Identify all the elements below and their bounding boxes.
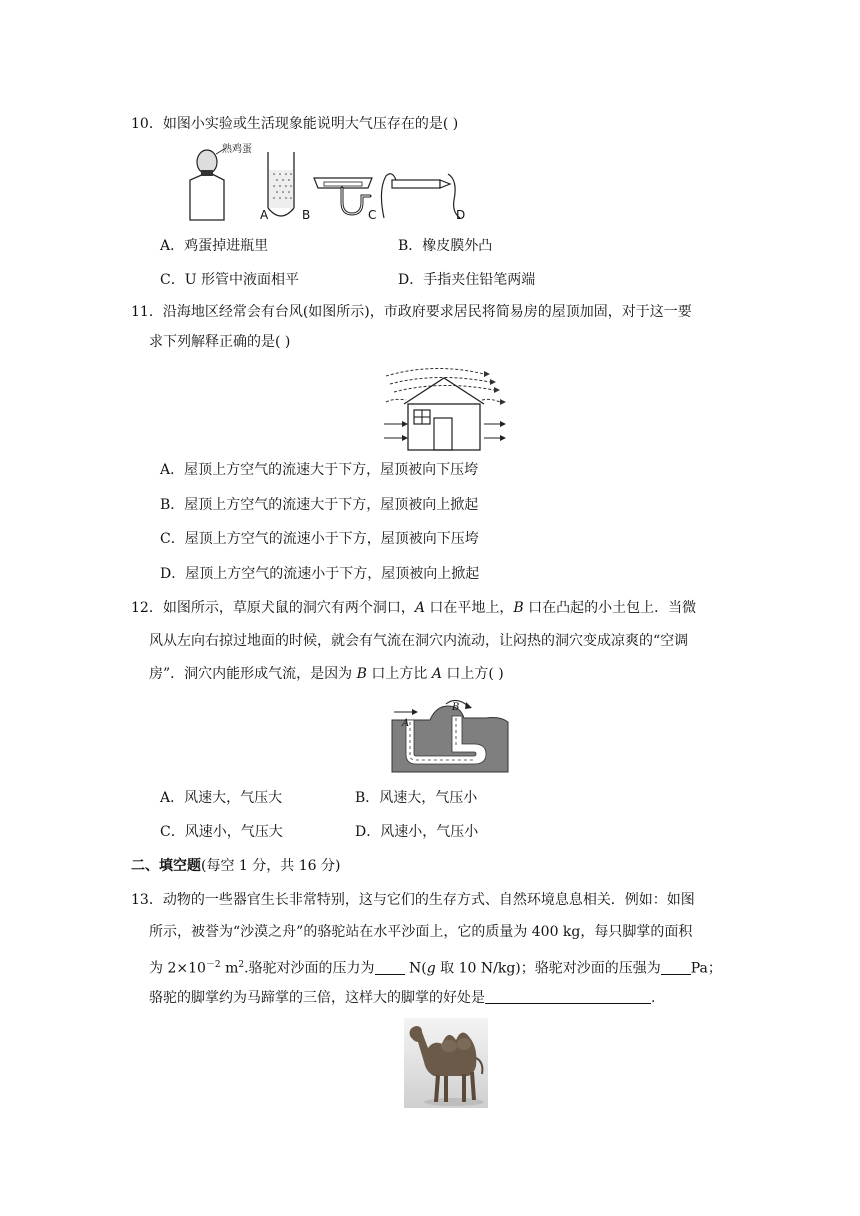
q12-label-b: B [356,666,367,682]
burrow-label-b: B [452,702,460,713]
q10-figure [186,140,476,222]
q13-text: m [220,960,239,977]
pressure-answer-blank[interactable] [661,960,691,975]
q12-label-a: A [414,600,425,616]
q11-option-c: C．屋顶上方空气的流速小于下方，屋顶被向下压垮 [160,531,479,547]
q13-g-symbol: g [426,960,436,977]
q12-text: 口上方比 [366,666,432,682]
fig-letter-a: A [260,208,269,222]
camel-photo [404,1018,488,1108]
q10-option-d: D．手指夹住铅笔两端 [398,272,536,288]
q10-option-c: C．U 形管中液面相平 [160,272,299,288]
q12-text: 口在凸起的小土包上．当微 [523,600,697,616]
q12-option-c: C．风速小，气压大 [160,824,283,840]
egg-label: 熟鸡蛋 [222,144,252,155]
q12-option-d: D．风速小，气压小 [355,824,479,840]
q11-option-b: B．屋顶上方空气的流速大于下方，屋顶被向上掀起 [160,497,479,513]
q13-text: . [651,990,656,1006]
q12-label-a: A [431,666,442,682]
q12-label-b: B [513,600,524,616]
q11-stem-line2: 求下列解释正确的是( ) [149,334,291,350]
fig-letter-c: C [368,208,377,222]
q12-text: 房”．洞穴内能形成气流，是因为 [149,666,357,682]
section-title: 二、填空题 [131,858,201,874]
pencil-fingers-figure [381,174,460,218]
fig-letter-b: B [302,208,311,222]
q13-exponent: －2 [205,960,221,970]
q11-house-figure [384,362,506,454]
q13-stem-line4 [149,982,734,1015]
q13-stem-line1: 13．动物的一些器官生长非常特别，这与它们的生存方式、自然环境息息相关．例如：如图 [131,892,695,908]
advantage-answer-blank[interactable] [485,989,651,1004]
section-note: (每空 1 分，共 16 分) [201,858,341,874]
q10-option-b: B．橡皮膜外凸 [398,238,493,254]
q12-stem-line3 [149,658,734,691]
q11-stem-line1: 11．沿海地区经常会有台风(如图所示)，市政府要求居民将简易房的屋顶加固，对于这一要 [131,304,692,320]
q13-text: Pa； [690,960,722,977]
q12-stem-line1 [131,592,731,625]
q13-text: .骆驼对沙面的压力为 [244,960,375,977]
q13-text: N( [404,960,427,977]
force-answer-blank[interactable] [375,960,405,975]
q13-stem-line3 [149,949,734,986]
q12-option-b: B．风速大，气压小 [355,790,478,806]
q11-option-d: D．屋顶上方空气的流速小于下方，屋顶被向上掀起 [160,566,480,582]
tube-membrane-figure [268,152,294,216]
q13-text: 为 2×10 [149,960,206,977]
q11-option-a: A．屋顶上方空气的流速大于下方，屋顶被向下压垮 [160,462,479,478]
q10-option-a: A．鸡蛋掉进瓶里 [160,238,269,254]
sink-u-tube-figure [314,178,372,214]
q13-text: 取 10 N/kg)；骆驼对沙面的压强为 [435,960,661,977]
q13-stem-line2: 所示，被誉为“沙漠之舟”的骆驼站在水平沙面上，它的质量为 400 kg，每只脚掌的面积 [149,924,693,940]
q12-text: 口在平地上， [424,600,514,616]
egg-bottle-figure [190,148,226,220]
q10-stem: 10．如图小实验或生活现象能说明大气压存在的是( ) [131,116,459,132]
section-heading [131,856,340,876]
q13-text: 骆驼的脚掌约为马蹄掌的三倍，这样大的脚掌的好处是 [149,990,485,1006]
q13-exponent: 2 [238,960,245,970]
q12-option-a: A．风速大，气压大 [160,790,283,806]
fig-letter-d: D [456,208,466,222]
burrow-label-a: A [402,718,410,729]
q12-text: 12．如图所示，草原犬鼠的洞穴有两个洞口， [131,600,415,616]
q12-text: 口上方( ) [441,666,504,682]
q12-stem-line2: 风从左向右掠过地面的时候，就会有气流在洞穴内流动，让闷热的洞穴变成凉爽的“空调 [149,633,689,649]
q12-burrow-figure [390,698,510,774]
